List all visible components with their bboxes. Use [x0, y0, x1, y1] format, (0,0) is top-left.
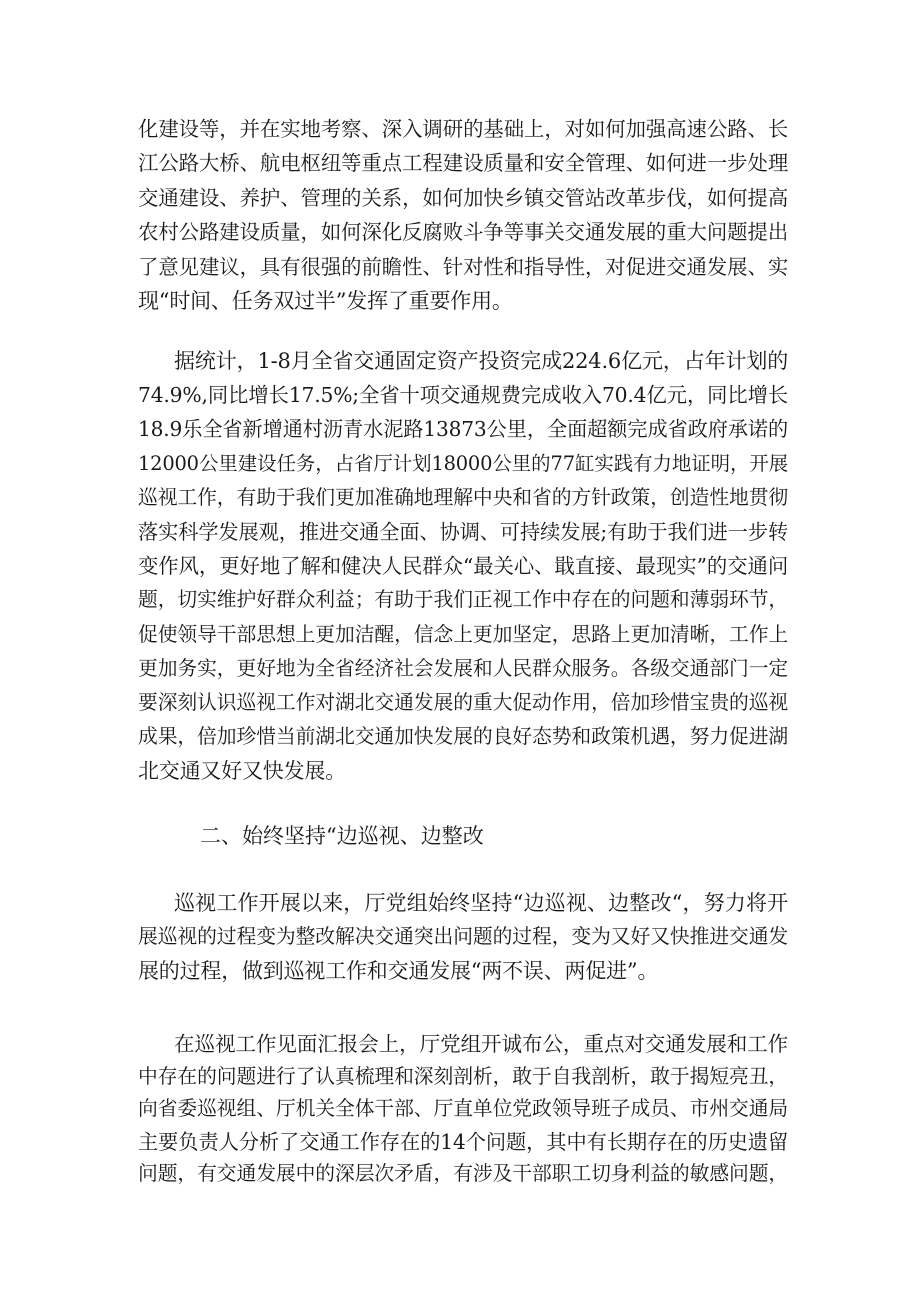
text-line: 要深刻认识巡视工作对湖北交通发展的重大促动作用，倍加珍惜宝贵的巡视: [138, 691, 788, 715]
text-line: 变作风，更好地了解和健决人民群众“最关心、戢直接、最现实”的交通问: [138, 554, 788, 579]
text-line: 巡视工作开展以来，厅党组始终坚持“边巡视、边整改“，努力将开: [174, 891, 788, 915]
text-line: 据统计，1-8月全省交通固定资产投资完成224.6亿元，占年计划的: [174, 349, 788, 373]
text-line: 展的过程，做到巡视工作和交通发展“两不误、两促进”。: [138, 959, 659, 983]
text-line: 了意见建议，具有很强的前瞻性、针对性和指导性，对促进交通发展、实: [138, 254, 788, 279]
text-line: 18.9乐全省新增通村沥青水泥路13873公里，全面超额完成省政府承诺的: [138, 417, 788, 442]
text-line: 展巡视的过程变为整改解决交通突出问题的过程，变为又好又快推进交通发: [138, 925, 788, 948]
text-line: 主要负责人分析了交通工作存在的14个问题，其中有长期存在的历史遗留: [138, 1129, 788, 1154]
text-line: 在巡视工作见面汇报会上，厅党组开诚布公，重点对交通发展和工作: [174, 1032, 788, 1056]
text-line: 问题，有交通发展中的深层次矛盾，有涉及干部职工切身利益的敏感问题，: [138, 1162, 788, 1185]
text-line: 江公路大桥、航电枢纽等重点工程建设质量和安全管理、如何进一步处理: [138, 151, 788, 176]
text-line: 74.9%,同比增长17.5%;全省十项交通规费完成收入70.4亿元，同比增长: [138, 383, 788, 408]
text-line: 落实科学发展观，推进交通全面、协调、可持续发展;有助于我们进一步转: [138, 520, 788, 545]
section-heading: 二、始终坚持“边巡视、边整改: [200, 824, 484, 848]
paragraph-1: [138, 112, 788, 318]
paragraph-2: [138, 344, 788, 789]
text-line: 题，切实维护好群众利益；有助于我们正视工作中存在的问题和薄弱环节，: [138, 588, 788, 612]
text-line: 农村公路建设质量，如何深化反腐败斗争等事关交通发展的重大问题提出: [138, 220, 788, 245]
text-line: 促使领导干部思想上更加洁醒，信念上更加坚定，思路上更加清晰，工作上: [138, 622, 788, 646]
text-line: 现“时间、任务双过半”发挥了重要作用。: [138, 289, 513, 314]
text-line: 12000公里建设任务，占省厅计划18000公里的77缸实践有力地证明，开展: [138, 451, 788, 475]
text-line: 中存在的问题进行了认真梳理和深刻剖析，敢于自我剖析，敢于揭短亮丑，: [138, 1064, 788, 1088]
text-line: 化建设等，并在实地考察、深入调研的基础上，对如何加强高速公路、长: [138, 117, 788, 141]
text-line: 更加务实，更好地为全省经济社会发展和人民群众服务。各级交通部门一定: [138, 656, 788, 680]
text-line: 向省委巡视组、厅机关全体干部、厅直单位党政领导班子成员、市州交通局: [138, 1097, 788, 1120]
text-line: 交通建设、养护、管理的关系，如何加快乡镇交管站改革步伐，如何提高: [138, 185, 788, 210]
text-line: 成果，倍加珍惜当前湖北交通加快发展的良好态势和政策机遇，努力促进湖: [138, 725, 788, 749]
paragraph-5: [138, 1028, 788, 1191]
paragraph-4: [138, 886, 788, 988]
text-line: 巡视工作，有助于我们更加准确地理解中央和省的方针政策，创造性地贯彻: [138, 485, 788, 509]
text-line: 北交通又好又快发展。: [138, 759, 346, 784]
